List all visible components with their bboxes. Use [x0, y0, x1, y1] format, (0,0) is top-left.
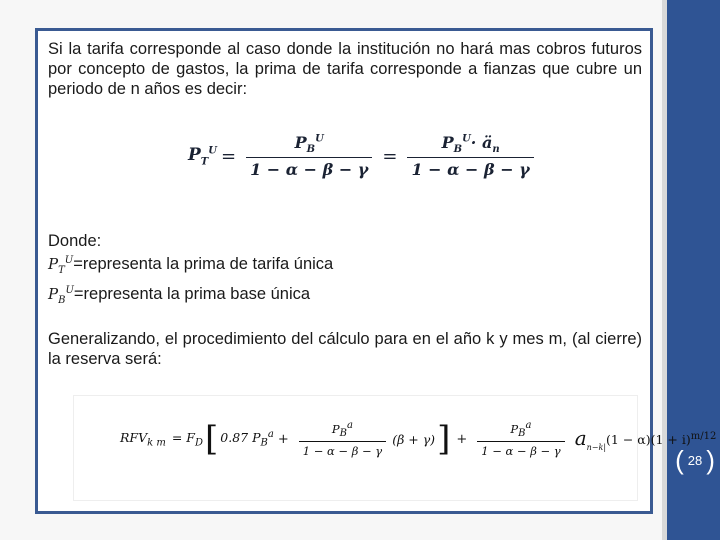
- definition-tariff: $P_T^U=representa$ la prima de tarifa única: [48, 255, 334, 276]
- fraction-two: [407, 133, 533, 179]
- fraction-two-denominator: 1 − α − β − γ: [407, 157, 533, 179]
- rfv-fraction-one: $\frac{P_B^a}{1 - \alpha - \beta - \gamma}$: [299, 420, 386, 458]
- symbol-pt: $P_T^U$: [48, 255, 74, 276]
- plus-sign: +: [277, 431, 289, 447]
- fraction-one-numerator: $P_B^U$: [294, 133, 324, 156]
- donde-label: Donde:: [48, 232, 102, 250]
- reserve-formula: [120, 420, 716, 458]
- equals-sign: =: [382, 145, 398, 167]
- intro-paragraph: Si la tarifa corresponde al caso donde la institución no hará mas cobros futuros por concepto de gastos, la prima de tarifa corresponde a fianzas que cubre un periodo de n años es decir:: [48, 40, 642, 98]
- fraction-one-denominator: 1 − α − β − γ: [246, 157, 372, 179]
- fraction-one: [246, 133, 372, 179]
- rfv-equals: = $F_D$: [171, 429, 204, 449]
- open-bracket: [: [205, 419, 219, 460]
- rfv-fraction-two: $\frac{P_B^a}{1 - \alpha - \beta - \gamma}$: [477, 420, 564, 458]
- rfv-lhs: $RFV_{k m}$: [120, 429, 166, 449]
- rfv-mid: (β + γ): [392, 431, 436, 447]
- right-brace-icon: ): [706, 445, 715, 475]
- tariff-premium-formula: [188, 133, 540, 179]
- formula-lhs: $P_T^U$: [188, 144, 217, 168]
- definition-base: $P_B^U=representa$ la prima base única: [48, 285, 311, 306]
- left-brace-icon: (: [675, 445, 684, 475]
- rfv-coef: 0.87 $P_B^a$: [220, 429, 274, 449]
- symbol-pb: $P_B^U$: [48, 285, 74, 306]
- fraction-two-numerator: $P_B^U\cdot$ $ä_n$: [441, 133, 500, 156]
- equals-sign: =: [220, 145, 237, 167]
- plus-sign: +: [456, 431, 468, 447]
- rfv-tail: $(1 - \alpha)(1 + i)^{m/12}$: [606, 430, 717, 448]
- close-bracket: ]: [437, 419, 451, 460]
- definitions-block: [48, 231, 642, 311]
- generalization-paragraph: Generalizando, el procedimiento del cálculo para en el año k y mes m, (al cierre) la reserva será:: [48, 330, 642, 368]
- page-number: ( 28 ): [675, 445, 715, 475]
- annuity-symbol: $a_{n-k|}$: [574, 426, 607, 453]
